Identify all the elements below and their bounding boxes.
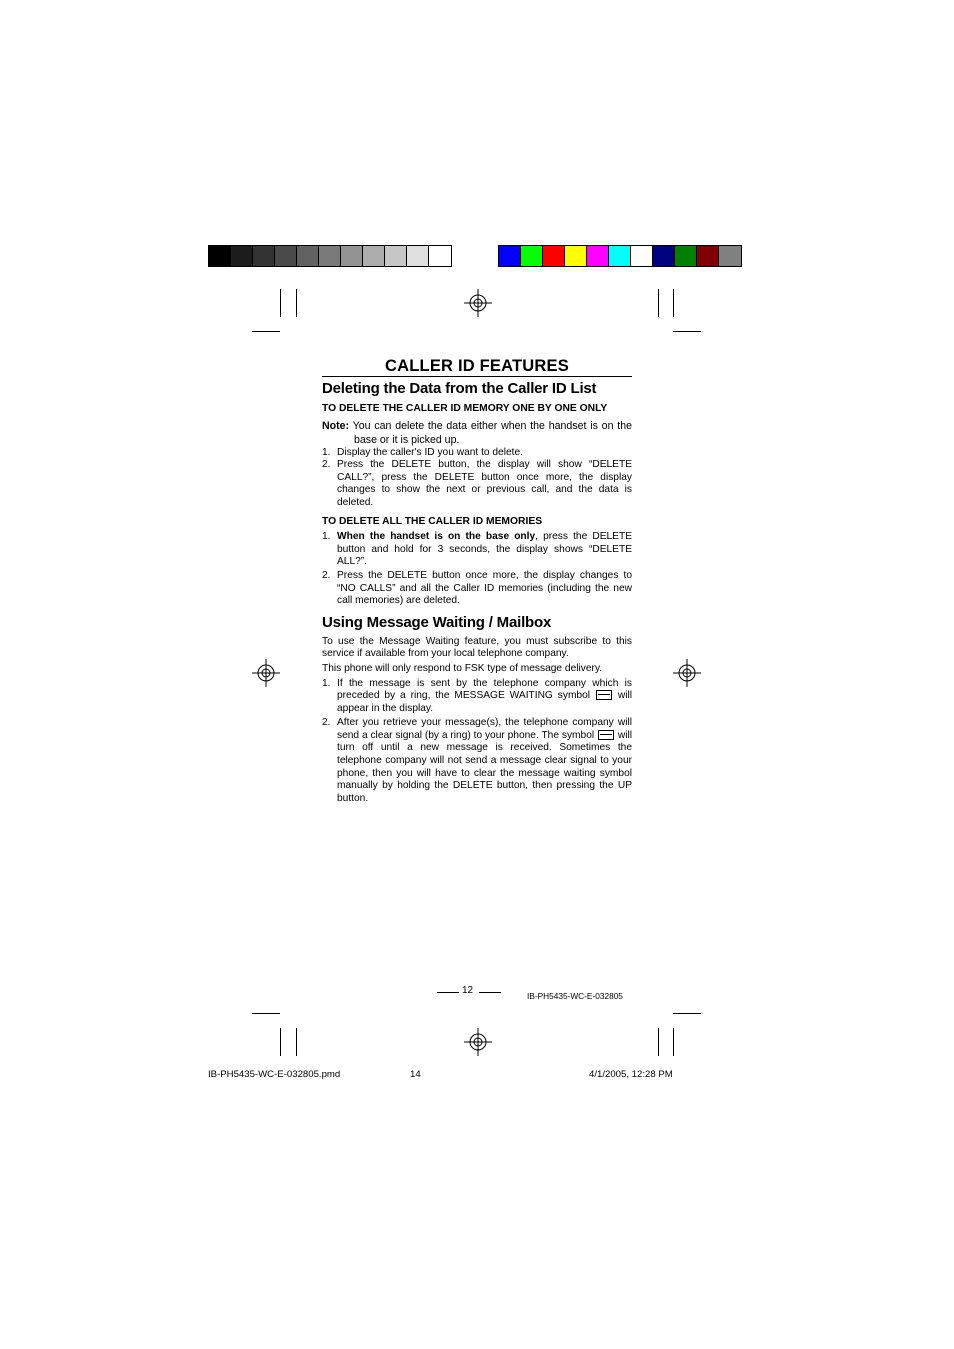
color-swatch <box>275 246 297 266</box>
color-swatch <box>319 246 341 266</box>
message-waiting-envelope-icon <box>596 690 612 700</box>
color-swatch <box>209 246 231 266</box>
list-delete-all <box>322 531 632 608</box>
crop-mark <box>280 1028 281 1056</box>
color-swatch <box>675 246 697 266</box>
crop-mark <box>296 1028 297 1056</box>
list-item <box>322 717 632 805</box>
heading-deleting-data: Deleting the Data from the Caller ID List <box>322 380 597 397</box>
paragraph-subscribe: To use the Message Waiting feature, you must subscribe to this service if available from your local telephone company. <box>322 635 632 660</box>
note-label: Note: <box>322 419 350 432</box>
registration-mark-icon <box>252 659 280 687</box>
color-swatch <box>697 246 719 266</box>
list-number: 1. <box>322 446 331 458</box>
crop-mark <box>673 1013 701 1014</box>
page-number: 12 <box>462 985 474 996</box>
list-text: After you retrieve your message(s), the telephone company will send a clear signal (by a ring) to your phone. The symbol <box>337 717 632 741</box>
file-name: IB-PH5435-WC-E-032805.pmd <box>208 1069 341 1080</box>
list-number: 1. <box>322 677 331 689</box>
registration-mark-icon <box>464 289 492 317</box>
registration-mark-icon <box>673 659 701 687</box>
page-number-dash <box>479 992 501 993</box>
list-bold-text: When the handset is on the base only <box>337 531 536 543</box>
list-message-waiting <box>322 678 632 806</box>
list-text: will appear in the display. <box>337 690 632 714</box>
color-swatch <box>253 246 275 266</box>
color-swatch <box>363 246 385 266</box>
page-number-dash <box>437 992 459 993</box>
crop-mark <box>673 289 674 317</box>
list-number: 2. <box>322 717 331 729</box>
list-text: will turn off until a new message is received. Sometimes the telephone company will not send a message clear signal to your phone, then you will have to clear the message waiting symbol manually by holding the DELETE button, then pressing the UP button. <box>337 729 632 804</box>
paragraph-fsk: This phone will only respond to FSK type of message delivery. <box>322 662 603 674</box>
list-text: , press the DELETE button and hold for 3 seconds, the display shows “DELETE ALL?”. <box>337 531 632 568</box>
color-swatch <box>385 246 407 266</box>
list-item <box>322 459 632 509</box>
crop-mark <box>673 1028 674 1056</box>
crop-mark <box>296 289 297 317</box>
caps-heading-one-by-one: TO DELETE THE CALLER ID MEMORY ONE BY ONE ONLY <box>322 403 608 414</box>
list-item <box>322 531 632 569</box>
color-swatch <box>631 246 653 266</box>
list-number: 2. <box>322 569 331 581</box>
color-swatch <box>653 246 675 266</box>
color-swatch <box>429 246 451 266</box>
list-text: If the message is sent by the telephone company which is preceded by a ring, the MESSAGE WAITING symbol <box>337 677 632 702</box>
section-title: CALLER ID FEATURES <box>322 356 632 377</box>
registration-mark-icon <box>464 1028 492 1056</box>
color-swatch <box>587 246 609 266</box>
color-swatch <box>609 246 631 266</box>
heading-message-waiting: Using Message Waiting / Mailbox <box>322 613 552 631</box>
note-paragraph <box>322 419 632 447</box>
grayscale-bar <box>208 245 452 267</box>
list-text: Press the DELETE button, the display will show “DELETE CALL?”, press the DELETE button once more, the display changes to show the next or previous call, and the data is deleted. <box>337 459 632 508</box>
color-swatch <box>231 246 253 266</box>
color-bar <box>498 245 742 267</box>
list-delete-one <box>322 447 632 510</box>
color-swatch <box>341 246 363 266</box>
sheet-number: 14 <box>410 1069 421 1080</box>
color-swatch <box>499 246 521 266</box>
crop-mark <box>673 331 701 332</box>
crop-mark <box>252 1013 280 1014</box>
color-swatch <box>297 246 319 266</box>
list-text: Press the DELETE button once more, the display changes to “NO CALLS” and all the Caller ID memories (including the new call memories) are deleted. <box>337 569 632 607</box>
doc-code: IB-PH5435-WC-E-032805 <box>527 991 623 1001</box>
crop-mark <box>252 331 280 332</box>
color-swatch <box>521 246 543 266</box>
crop-mark <box>658 1028 659 1056</box>
color-swatch <box>543 246 565 266</box>
list-item <box>322 570 632 608</box>
list-item <box>322 678 632 716</box>
list-text: Display the caller's ID you want to delete. <box>337 446 523 458</box>
crop-mark <box>280 289 281 317</box>
color-swatch <box>565 246 587 266</box>
note-text: You can delete the data either when the handset is on the base or it is picked up. <box>349 419 632 446</box>
list-item <box>322 447 632 460</box>
message-waiting-envelope-icon <box>598 730 614 740</box>
crop-mark <box>658 289 659 317</box>
page-content <box>322 356 632 805</box>
color-swatch <box>719 246 741 266</box>
color-swatch <box>407 246 429 266</box>
list-number: 1. <box>322 531 331 543</box>
list-number: 2. <box>322 459 331 471</box>
timestamp: 4/1/2005, 12:28 PM <box>589 1069 673 1080</box>
caps-heading-delete-all: TO DELETE ALL THE CALLER ID MEMORIES <box>322 515 543 527</box>
